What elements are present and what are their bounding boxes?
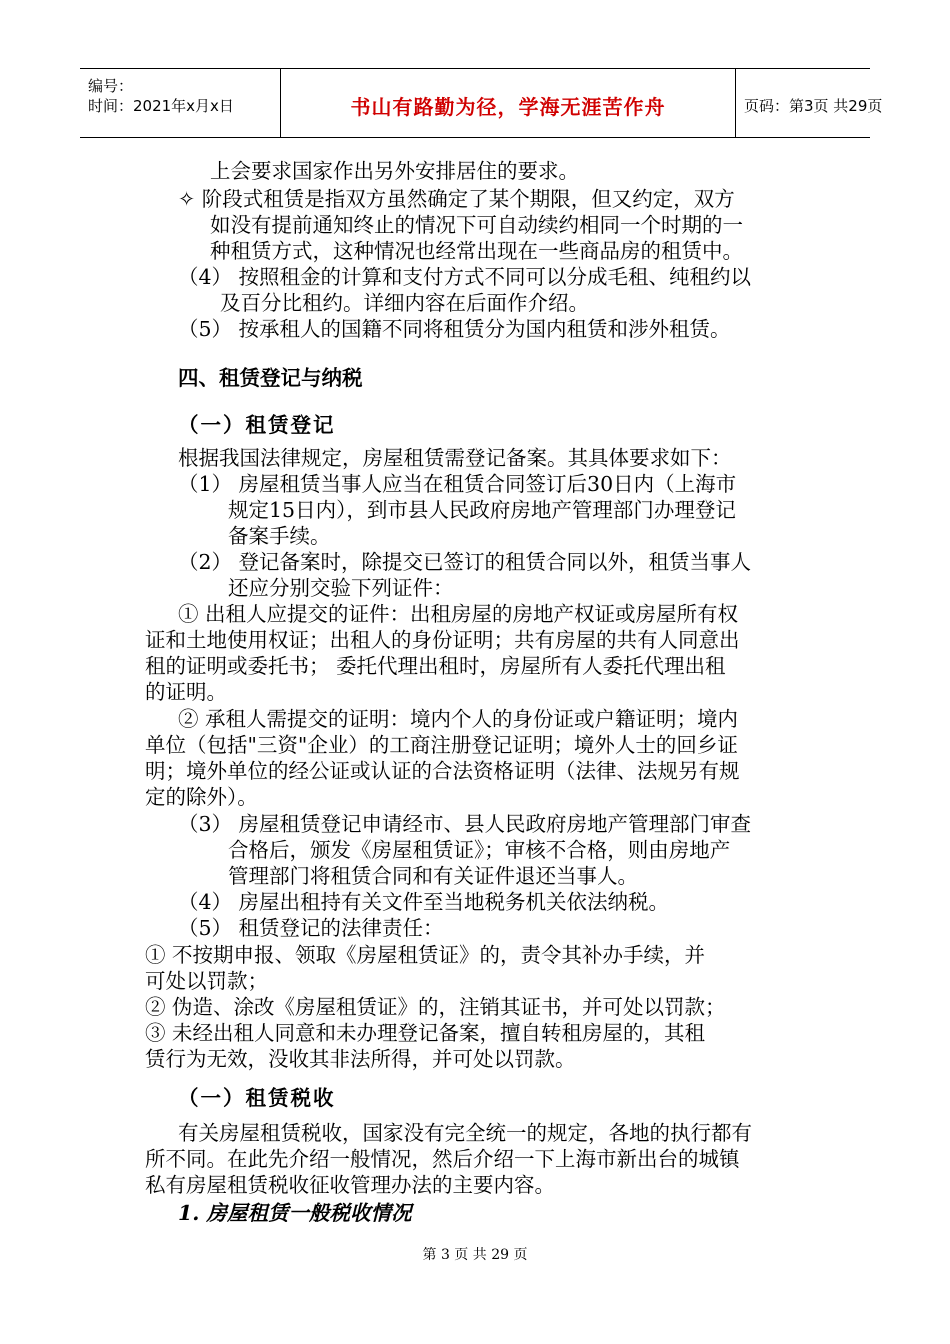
body-line: 根据我国法律规定，房屋租赁需登记备案。其具体要求如下： <box>178 446 732 470</box>
body-line: 可处以罚款； <box>145 969 268 993</box>
list-item-5: （5） 按承租人的国籍不同将租赁分为国内租赁和涉外租赁。 <box>178 317 731 341</box>
body-line: 明；境外单位的经公证或认证的合法资格证明（法律、法规另有规 <box>145 759 740 783</box>
list-item-3: （3） 房屋租赁登记申请经市、县人民政府房地产管理部门审查 <box>178 812 752 836</box>
list-item-2: （2） 登记备案时，除提交已签订的租赁合同以外，租赁当事人 <box>178 550 752 574</box>
circled-item-3: ③ 未经出租人同意和未办理登记备案，擅自转租房屋的，其租 <box>145 1021 706 1045</box>
circled-item-1: ① 不按期申报、领取《房屋租赁证》的，责令其补办手续，并 <box>145 943 706 967</box>
body-line: 规定15日内），到市县人民政府房地产管理部门办理登记 <box>228 498 736 522</box>
body-line: 私有房屋租赁税收征收管理办法的主要内容。 <box>145 1173 555 1197</box>
body-line: 备案手续。 <box>228 524 331 548</box>
bullet-line: ✧ 阶段式租赁是指双方虽然确定了某个期限，但又约定，双方 <box>178 187 735 211</box>
section-heading: 四、租赁登记与纳税 <box>178 366 363 390</box>
document-number-label: 编号： <box>88 77 134 95</box>
body-line: 有关房屋租赁税收，国家没有完全统一的规定，各地的执行都有 <box>178 1121 752 1145</box>
body-line: 及百分比租约。详细内容在后面作介绍。 <box>220 291 589 315</box>
body-line: 还应分别交验下列证件： <box>228 576 454 600</box>
body-line: 证和土地使用权证；出租人的身份证明；共有房屋的共有人同意出 <box>145 628 740 652</box>
body-line: 如没有提前通知终止的情况下可自动续约相同一个时期的一 <box>210 213 743 237</box>
body-line: 租的证明或委托书； 委托代理出租时，房屋所有人委托代理出租 <box>145 654 726 678</box>
subsection-heading: （一）租赁登记 <box>178 413 336 437</box>
list-item-4: （4） 房屋出租持有关文件至当地税务机关依法纳税。 <box>178 890 670 914</box>
list-item-5: （5） 租赁登记的法律责任： <box>178 916 444 940</box>
list-item-4: （4） 按照租金的计算和支付方式不同可以分成毛租、纯租约以 <box>178 265 752 289</box>
numbered-subheading: 1. 房屋租赁一般税收情况 <box>178 1201 412 1225</box>
page-header-table <box>80 68 883 138</box>
document-date-label: 时间：2021年x月x日 <box>88 97 234 115</box>
header-meta-cell <box>80 69 281 137</box>
list-item-1: （1） 房屋租赁当事人应当在租赁合同签订后30日内（上海市 <box>178 472 737 496</box>
header-page-cell <box>736 69 883 137</box>
body-line: 单位（包括"三资"企业）的工商注册登记证明；境外人士的回乡证 <box>145 733 738 757</box>
body-line: 上会要求国家作出另外安排居住的要求。 <box>210 159 579 183</box>
body-line: 种租赁方式，这种情况也经常出现在一些商品房的租赁中。 <box>210 239 743 263</box>
body-line: 所不同。在此先介绍一般情况，然后介绍一下上海市新出台的城镇 <box>145 1147 740 1171</box>
circled-item-1: ① 出租人应提交的证件：出租房屋的房地产权证或房屋所有权 <box>178 602 739 626</box>
body-line: 合格后，颁发《房屋租赁证》；审核不合格，则由房地产 <box>228 838 731 862</box>
subsection-heading: （一）租赁税收 <box>178 1086 336 1110</box>
header-page-number: 页码：第3页 共29页 <box>744 97 883 115</box>
body-line: 定的除外）。 <box>145 785 258 809</box>
header-motto-cell <box>281 69 736 137</box>
page-footer: 第 3 页 共 29 页 <box>422 1247 528 1263</box>
circled-item-2: ② 伪造、涂改《房屋租赁证》的，注销其证书，并可处以罚款； <box>145 995 726 1019</box>
body-line: 管理部门将租赁合同和有关证件退还当事人。 <box>228 864 638 888</box>
body-line: 赁行为无效，没收其非法所得，并可处以罚款。 <box>145 1047 576 1071</box>
body-line: 的证明。 <box>145 680 227 704</box>
circled-item-2: ② 承租人需提交的证明：境内个人的身份证或户籍证明；境内 <box>178 707 739 731</box>
header-motto: 书山有路勤为径，学海无涯苦作舟 <box>350 95 666 119</box>
